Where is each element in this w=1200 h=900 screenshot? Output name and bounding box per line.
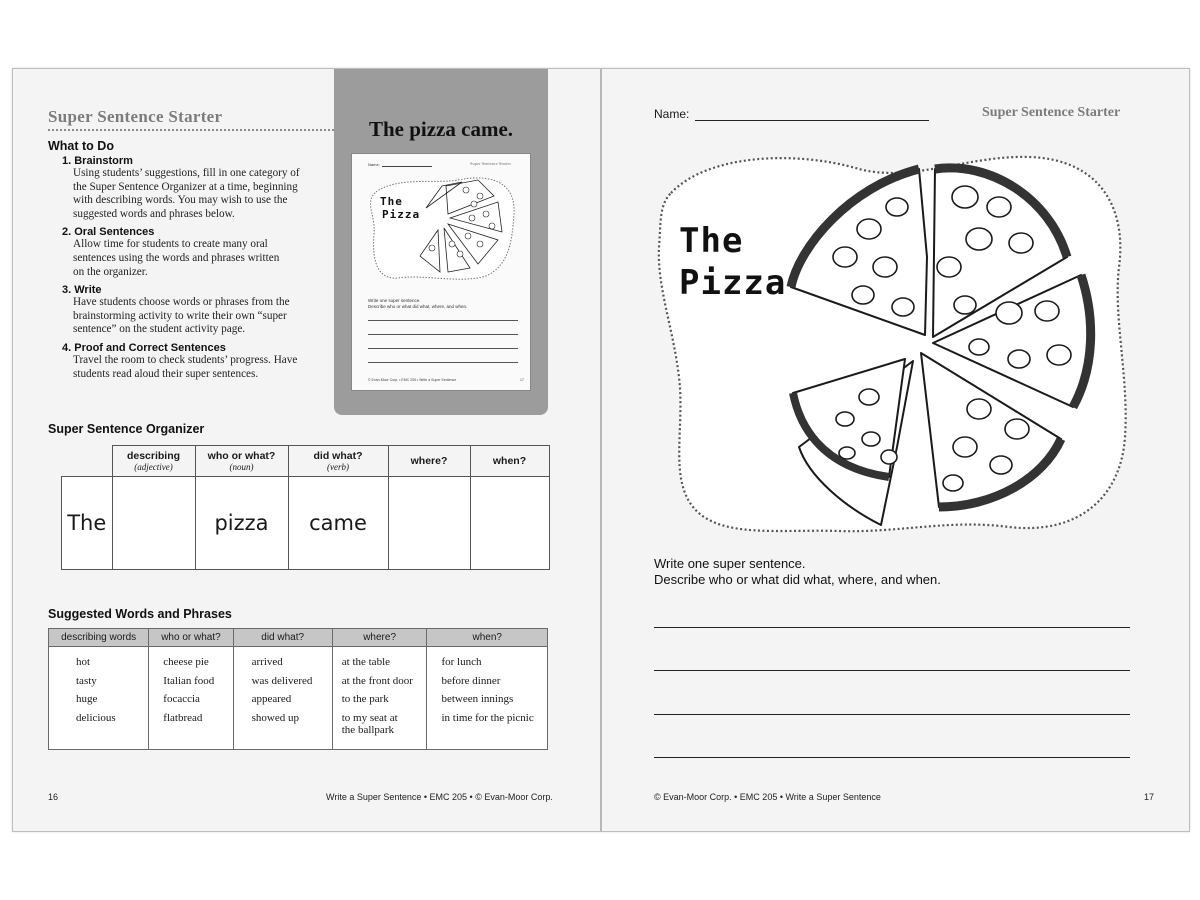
step-body: Travel the room to check students’ progress. Have students read aloud their super sentences. [73,353,298,380]
writing-line[interactable] [654,670,1130,671]
list-item: delicious [76,711,116,724]
list-item: to the park [341,693,389,705]
right-series-title: Super Sentence Starter [982,105,1121,120]
prompt-line-2: Describe who or what did what, where, and when. [654,572,941,587]
organizer-cell-when [470,477,549,570]
list-item: cheese pie [163,656,209,668]
list-item: focaccia [163,693,200,705]
left-page-number: 16 [48,792,59,802]
page-thumbnail [351,153,531,391]
step-2 [62,226,307,279]
thumb-series: Super Sentence Starter [470,161,511,166]
words-column-where [332,647,427,750]
step-title: 3. Write [62,284,102,297]
name-line [695,120,929,121]
words-header: who or what? [149,629,233,647]
thumb-prompt-2: Describe who or what did what, where, and when. [368,304,468,309]
super-sentence-organizer [61,445,550,570]
what-to-do-heading: What to Do [48,139,114,153]
writing-line[interactable] [654,714,1130,715]
right-page-number: 17 [1144,792,1155,802]
organizer-header-when: when? [470,446,549,477]
step-title: 4. Proof and Correct Sentences [62,341,226,354]
list-item: tasty [76,674,97,687]
pizza-title-word-2: Pizza [679,263,787,303]
list-item: at the table [341,656,391,668]
organizer-header-where: where? [388,446,470,477]
name-label: Name: [654,107,690,121]
words-column-who [149,647,233,750]
thumb-write-line [368,362,518,363]
thumb-blob [368,174,518,284]
thumb-footer-left: © Evan-Moor Corp. • EMC 205 • Write a Super Sentence [368,378,457,382]
step-title: 1. Brainstorm [62,155,133,167]
thumb-footer-right: 17 [520,378,524,382]
organizer-header-who: who or what? (noun) [195,446,288,477]
step-title: 2. Oral Sentences [62,226,155,239]
left-footer-text: Write a Super Sentence • EMC 205 • © Evan-Moor Corp. [326,792,553,802]
list-item: at the front door [341,674,413,687]
words-column-when [427,647,548,750]
organizer-cell-did: came [288,477,388,570]
steps-list [62,155,307,381]
step-3 [62,284,307,337]
words-header: when? [427,629,548,647]
words-header: describing words [49,629,149,647]
thumb-write-line [368,334,518,335]
suggested-words-table [48,628,548,750]
organizer-blank-header [62,446,113,477]
organizer-cell-where [388,477,470,570]
suggested-heading: Suggested Words and Phrases [48,607,232,621]
thumb-name-label: Name: [368,162,380,167]
organizer-heading: Super Sentence Organizer [48,422,205,436]
list-item: in time for the picnic [441,711,534,724]
writing-line[interactable] [654,627,1130,628]
list-item: was delivered [251,674,313,687]
list-item: between innings [441,693,514,705]
step-body: Using students’ suggestions, fill in one category of the Super Sentence Organizer at a time, beginning with describing words. You may wish to use the suggested words and phrases below. [73,167,300,220]
words-column-describing [49,647,149,750]
thumb-title-word-2: Pizza [382,208,421,221]
list-item: Italian food [163,674,215,687]
list-item: to my seat at the ballpark [341,711,398,736]
thumb-write-line [368,348,518,349]
list-item: showed up [251,711,299,724]
step-body: Allow time for students to create many oral sentences using the words and phrases written on the organizer. [73,238,280,278]
organizer-header-did: did what? (verb) [288,446,388,477]
step-body: Have students choose words or phrases from the brainstorming activity to write their own “super sentence” on the student activity page. [73,296,290,336]
list-item: appeared [251,693,292,705]
organizer-header-describing: describing (adjective) [112,446,195,477]
writing-line[interactable] [654,757,1130,758]
organizer-cell-describing [112,477,195,570]
list-item: arrived [251,656,283,668]
thumb-write-line [368,320,518,321]
book-spread [12,68,1190,832]
dotted-divider [48,129,338,131]
list-item: huge [76,693,98,705]
list-item: flatbread [163,711,203,724]
thumb-name-line [382,166,432,167]
step-4 [62,342,307,381]
words-header: where? [332,629,427,647]
pizza-illustration-frame [649,147,1133,535]
words-header: did what? [233,629,332,647]
thumb-prompt-1: Write one super sentence. [368,298,421,303]
list-item: before dinner [441,674,501,687]
prompt-line-1: Write one super sentence. [654,556,806,571]
list-item: hot [76,656,91,668]
preview-title: The pizza came. [368,117,514,141]
book-gutter [600,69,602,831]
organizer-cell-the: The [62,477,113,570]
words-column-did [233,647,332,750]
pizza-title-word-1: The [679,221,744,261]
step-1 [62,155,307,221]
right-footer-text: © Evan-Moor Corp. • EMC 205 • Write a Super Sentence [654,792,881,802]
organizer-cell-who: pizza [195,477,288,570]
thumb-title-word-1: The [380,195,403,208]
left-series-title: Super Sentence Starter [48,107,223,126]
list-item: for lunch [441,656,482,668]
